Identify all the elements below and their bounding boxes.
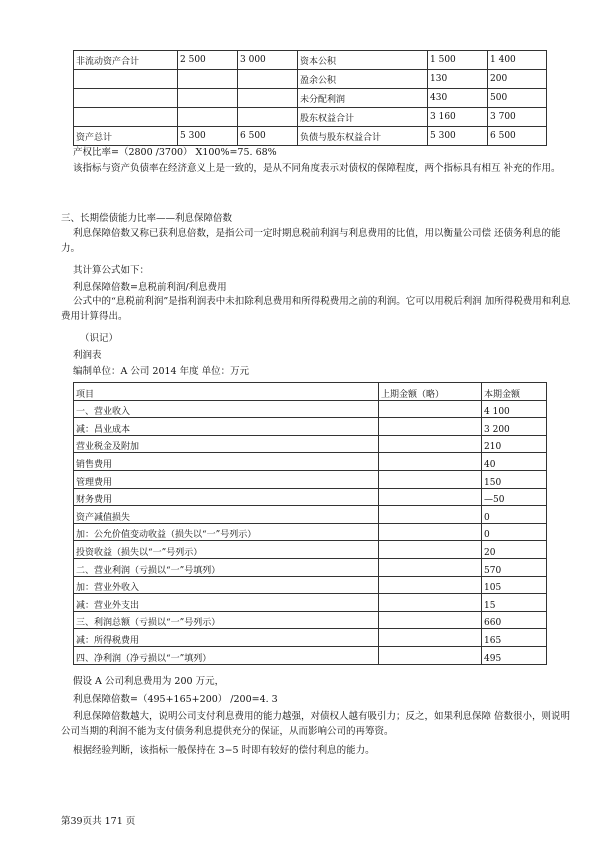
balance-sheet-cell: 盈余公积 [298, 70, 428, 89]
income-statement-row [74, 594, 547, 612]
income-statement-cell: 二、营业利润（亏损以“一”号填列） [74, 558, 379, 576]
income-statement-cell [379, 453, 482, 471]
income-statement-body [74, 383, 547, 665]
income-statement-cell: 资产减值损失 [74, 506, 379, 524]
income-statement-cell: 营业税金及附加 [74, 435, 379, 453]
balance-sheet-cell: 130 [428, 70, 488, 89]
equity-ratio-note: 该指标与资产负债率在经济意义上是一致的，是从不同角度表示对债权的保障程度，两个指标具有相互 补充的作用。 [73, 163, 561, 174]
balance-sheet-cell [238, 70, 298, 89]
income-statement-cell: 减：昌业成本 [74, 418, 379, 436]
balance-sheet-cell: 3 160 [428, 108, 488, 127]
balance-sheet-table [73, 50, 547, 146]
income-statement-cell: 四、净利润（净亏损以“一”填列） [74, 646, 379, 664]
balance-sheet-cell: 股东权益合计 [298, 108, 428, 127]
balance-sheet-row [74, 70, 547, 89]
income-statement-cell [379, 611, 482, 629]
calculation-text: 利息保障倍数=（495+165+200） /200=4. 3 [73, 694, 278, 705]
income-statement-table [73, 382, 547, 665]
balance-sheet-cell: 资本公积 [298, 51, 428, 70]
balance-sheet-cell [74, 89, 178, 108]
income-statement-header-row [74, 383, 547, 401]
income-statement-cell: 0 [482, 523, 547, 541]
balance-sheet-row [74, 127, 547, 146]
income-statement-cell: 投资收益（损失以“一”号列示） [74, 541, 379, 559]
income-statement-cell [379, 418, 482, 436]
income-statement-unit: 编制单位：A 公司 2014 年度 单位：万元 [73, 366, 250, 377]
income-statement-cell: 加：公允价值变动收益（损失以“一”号列示） [74, 523, 379, 541]
formula-intro: 其计算公式如下： [73, 265, 150, 276]
income-statement-header-cell: 项目 [74, 383, 379, 401]
income-statement-cell: 40 [482, 453, 547, 471]
income-statement-cell [379, 470, 482, 488]
income-statement-row [74, 558, 547, 576]
income-statement-cell: —50 [482, 488, 547, 506]
income-statement-cell: 管理费用 [74, 470, 379, 488]
income-statement-row [74, 629, 547, 647]
balance-sheet-cell: 500 [488, 89, 547, 108]
balance-sheet-cell: 1 500 [428, 51, 488, 70]
interpretation-text: 利息保障倍数越大，说明公司支付利息费用的能力越强，对债权人越有吸引力；反之，如果利息保障 倍数很小，则说明公司当期的利润不能为支付债务利息提供充分的保证，从而影响公司的再筹资。 [61, 711, 571, 737]
memo-note: （识记） [80, 333, 119, 344]
income-statement-cell: 4 100 [482, 400, 547, 418]
income-statement-cell: 销售费用 [74, 453, 379, 471]
income-statement-cell: 495 [482, 646, 547, 664]
income-statement-cell [379, 400, 482, 418]
balance-sheet-row [74, 51, 547, 70]
experience-text: 根据经验判断，该指标一般保持在 3−5 时即有较好的偿付利息的能力。 [73, 745, 375, 756]
income-statement-cell: 150 [482, 470, 547, 488]
income-statement-header-cell: 本期金额 [482, 383, 547, 401]
balance-sheet-row [74, 89, 547, 108]
balance-sheet-cell: 5 300 [178, 127, 238, 146]
balance-sheet-row [74, 108, 547, 127]
income-statement-cell: 财务费用 [74, 488, 379, 506]
ebit-explanation: 公式中的“息税前利润”是指利润表中未扣除利息费用和所得税费用之前的利润。它可以用税后利润 加所得税费用和利息费用计算得出。 [61, 296, 571, 322]
income-statement-cell [379, 488, 482, 506]
income-statement-cell: 3 200 [482, 418, 547, 436]
balance-sheet-body [74, 51, 547, 146]
income-statement-row [74, 506, 547, 524]
income-statement-cell [379, 435, 482, 453]
income-statement-row [74, 576, 547, 594]
income-statement-title: 利润表 [73, 350, 102, 361]
income-statement-cell [379, 646, 482, 664]
income-statement-row [74, 646, 547, 664]
section-definition: 利息保障倍数又称已获利息倍数，是指公司一定时期息税前利润与利息费用的比值，用以衡量公司偿 还债务利息的能力。 [61, 228, 561, 254]
page-footer: 第39页共 171 页 [61, 816, 136, 827]
income-statement-cell: 105 [482, 576, 547, 594]
income-statement-cell [379, 576, 482, 594]
equity-ratio-formula: 产权比率=（2800 /3700） X100%=75. 68% [73, 147, 277, 158]
balance-sheet-cell: 3 700 [488, 108, 547, 127]
income-statement-cell: 减：所得税费用 [74, 629, 379, 647]
assumption-text: 假设 A 公司利息费用为 200 万元， [73, 676, 225, 687]
balance-sheet-cell: 资产总计 [74, 127, 178, 146]
balance-sheet-cell: 3 000 [238, 51, 298, 70]
balance-sheet-cell: 非流动资产合计 [74, 51, 178, 70]
balance-sheet-cell [74, 70, 178, 89]
income-statement-row [74, 488, 547, 506]
income-statement-cell: 570 [482, 558, 547, 576]
balance-sheet-cell [178, 89, 238, 108]
formula: 利息保障倍数=息税前利润/利息费用 [73, 282, 227, 293]
income-statement-cell: 15 [482, 594, 547, 612]
income-statement-row [74, 400, 547, 418]
income-statement-cell: 660 [482, 611, 547, 629]
income-statement-cell: 一、营业收入 [74, 400, 379, 418]
income-statement-row [74, 418, 547, 436]
balance-sheet-cell: 未分配利润 [298, 89, 428, 108]
income-statement-cell: 加：营业外收入 [74, 576, 379, 594]
income-statement-cell [379, 523, 482, 541]
balance-sheet-cell [238, 108, 298, 127]
balance-sheet-cell: 2 500 [178, 51, 238, 70]
income-statement-cell [379, 594, 482, 612]
income-statement-cell: 减：营业外支出 [74, 594, 379, 612]
balance-sheet-cell: 430 [428, 89, 488, 108]
income-statement-row [74, 435, 547, 453]
income-statement-row [74, 541, 547, 559]
income-statement-cell [379, 629, 482, 647]
balance-sheet-cell: 6 500 [238, 127, 298, 146]
income-statement-row [74, 453, 547, 471]
balance-sheet-cell: 5 300 [428, 127, 488, 146]
income-statement-cell [379, 541, 482, 559]
income-statement-cell: 20 [482, 541, 547, 559]
income-statement-row [74, 470, 547, 488]
balance-sheet-cell [178, 70, 238, 89]
income-statement-cell: 210 [482, 435, 547, 453]
balance-sheet-cell: 1 400 [488, 51, 547, 70]
balance-sheet-cell [74, 108, 178, 127]
income-statement-header-cell: 上期金额（略） [379, 383, 482, 401]
section-heading: 三、长期偿债能力比率——利息保障倍数 [61, 213, 233, 224]
balance-sheet-cell: 负债与股东权益合计 [298, 127, 428, 146]
balance-sheet-cell: 6 500 [488, 127, 547, 146]
balance-sheet-cell: 200 [488, 70, 547, 89]
income-statement-cell: 0 [482, 506, 547, 524]
balance-sheet-cell [178, 108, 238, 127]
income-statement-cell: 165 [482, 629, 547, 647]
income-statement-cell [379, 506, 482, 524]
income-statement-row [74, 523, 547, 541]
balance-sheet-cell [238, 89, 298, 108]
income-statement-cell: 三、利润总额（亏损以“一”号列示） [74, 611, 379, 629]
income-statement-row [74, 611, 547, 629]
income-statement-cell [379, 558, 482, 576]
